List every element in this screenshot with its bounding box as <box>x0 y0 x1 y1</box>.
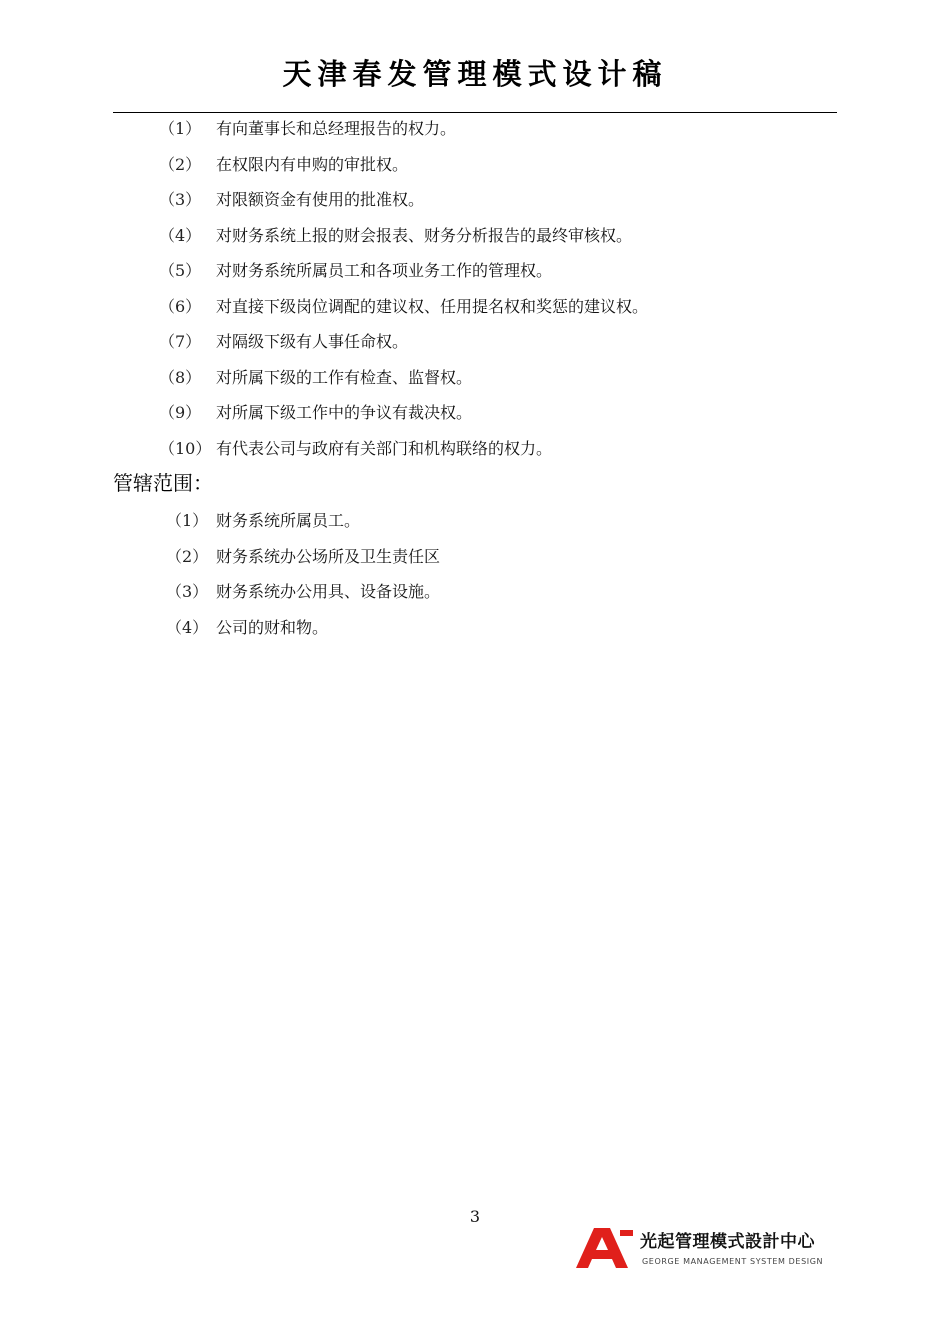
item-text: 财务系统办公用具、设备设施。 <box>216 582 441 601</box>
item-number: （3） <box>166 582 209 601</box>
item-number: （7） <box>159 332 202 351</box>
item-text: 对隔级下级有人事任命权。 <box>216 332 409 351</box>
company-logo-icon <box>576 1228 634 1268</box>
item-text: 对所属下级工作中的争议有裁决权。 <box>216 403 473 422</box>
page-header-title: 天津春发管理模式设计稿 <box>282 57 668 91</box>
item-number: （9） <box>159 403 202 422</box>
item-number: （4） <box>159 225 202 245</box>
item-text: 公司的财和物。 <box>216 617 329 637</box>
logo-title: 光起管理模式設計中心 <box>640 1232 815 1252</box>
item-number: （6） <box>159 296 202 316</box>
item-text: 财务系统办公场所及卫生责任区 <box>216 546 441 566</box>
footer-logo <box>576 1226 838 1270</box>
item-text: 对所属下级的工作有检查、监督权。 <box>216 367 473 387</box>
item-text: 财务系统所属员工。 <box>216 511 361 530</box>
item-number: （5） <box>159 261 202 280</box>
item-number: （2） <box>166 546 209 566</box>
item-text: 有代表公司与政府有关部门和机构联络的权力。 <box>216 438 553 458</box>
item-number: （1） <box>159 119 202 138</box>
item-text: 对财务系统上报的财会报表、财务分析报告的最终审核权。 <box>216 225 633 245</box>
item-text: 有向董事长和总经理报告的权力。 <box>216 119 457 138</box>
item-number: （1） <box>166 511 209 530</box>
page-number: 3 <box>469 1207 481 1226</box>
item-text: 在权限内有申购的审批权。 <box>216 154 409 174</box>
item-text: 对财务系统所属员工和各项业务工作的管理权。 <box>216 261 553 280</box>
logo-bar <box>620 1230 633 1236</box>
item-number: （4） <box>166 617 209 637</box>
item-number: （10） <box>159 438 212 458</box>
item-text: 对直接下级岗位调配的建议权、任用提名权和奖惩的建议权。 <box>216 296 649 316</box>
header-rule <box>113 112 837 113</box>
item-number: （2） <box>159 154 202 174</box>
item-number: （8） <box>159 367 202 387</box>
scope-heading: 管辖范围： <box>113 471 213 495</box>
item-number: （3） <box>159 190 202 209</box>
item-text: 对限额资金有使用的批准权。 <box>216 190 425 209</box>
logo-subtitle: GEORGE MANAGEMENT SYSTEM DESIGN <box>642 1257 824 1266</box>
